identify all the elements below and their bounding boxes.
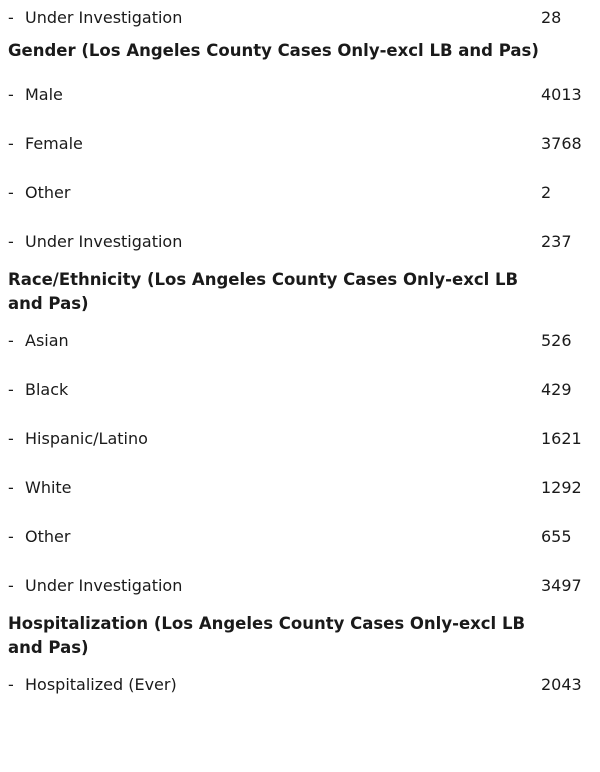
list-item xyxy=(0,168,600,217)
list-item xyxy=(0,119,600,168)
item-value: 3497 xyxy=(541,576,582,595)
item-value: 4013 xyxy=(541,85,582,104)
list-item xyxy=(0,660,600,709)
bullet-dash: - xyxy=(8,527,14,546)
item-value: 1292 xyxy=(541,478,582,497)
list-item xyxy=(0,365,600,414)
item-value: 3768 xyxy=(541,134,582,153)
list-item xyxy=(0,70,600,119)
item-label: White xyxy=(25,478,72,497)
list-item xyxy=(0,561,600,610)
bullet-dash: - xyxy=(8,85,14,104)
item-label: Under Investigation xyxy=(25,7,183,27)
bullet-dash: - xyxy=(8,380,14,399)
item-label: Other xyxy=(25,527,71,546)
item-value: 1621 xyxy=(541,429,582,448)
bullet-dash: - xyxy=(8,429,14,448)
item-label: Other xyxy=(25,183,71,202)
list-item xyxy=(0,316,600,365)
bullet-dash: - xyxy=(8,232,14,251)
item-value: 2043 xyxy=(541,675,582,694)
item-label: Male xyxy=(25,85,63,104)
bullet-dash: - xyxy=(8,576,14,595)
bullet-dash: - xyxy=(8,183,14,202)
list-item xyxy=(0,414,600,463)
bullet-dash: - xyxy=(8,134,14,153)
section-heading-gender: Gender (Los Angeles County Cases Only-excl LB and Pas) xyxy=(8,41,539,60)
item-value: 2 xyxy=(541,183,552,202)
item-label: Asian xyxy=(25,331,69,350)
item-label: Under Investigation xyxy=(25,576,183,595)
bullet-dash: - xyxy=(8,331,14,350)
list-item xyxy=(0,463,600,512)
item-value: 526 xyxy=(541,331,572,350)
item-label: Under Investigation xyxy=(25,232,183,251)
bullet-dash: - xyxy=(8,675,14,694)
item-label: Black xyxy=(25,380,69,399)
bullet-dash: - xyxy=(8,478,14,497)
item-value: 28 xyxy=(541,7,562,27)
list-item xyxy=(0,0,600,34)
section-heading-hospitalization: Hospitalization (Los Angeles County Cases Only-excl LB and Pas) xyxy=(8,614,526,657)
list-item xyxy=(0,512,600,561)
item-value: 429 xyxy=(541,380,572,399)
item-value: 655 xyxy=(541,527,572,546)
section-heading-race-ethnicity: Race/Ethnicity (Los Angeles County Cases Only-excl LB and Pas) xyxy=(8,270,519,313)
item-label: Hispanic/Latino xyxy=(25,429,148,448)
bullet-dash: - xyxy=(8,7,14,27)
item-value: 237 xyxy=(541,232,572,251)
item-label: Hospitalized (Ever) xyxy=(25,675,177,694)
item-label: Female xyxy=(25,134,83,153)
list-item xyxy=(0,217,600,266)
